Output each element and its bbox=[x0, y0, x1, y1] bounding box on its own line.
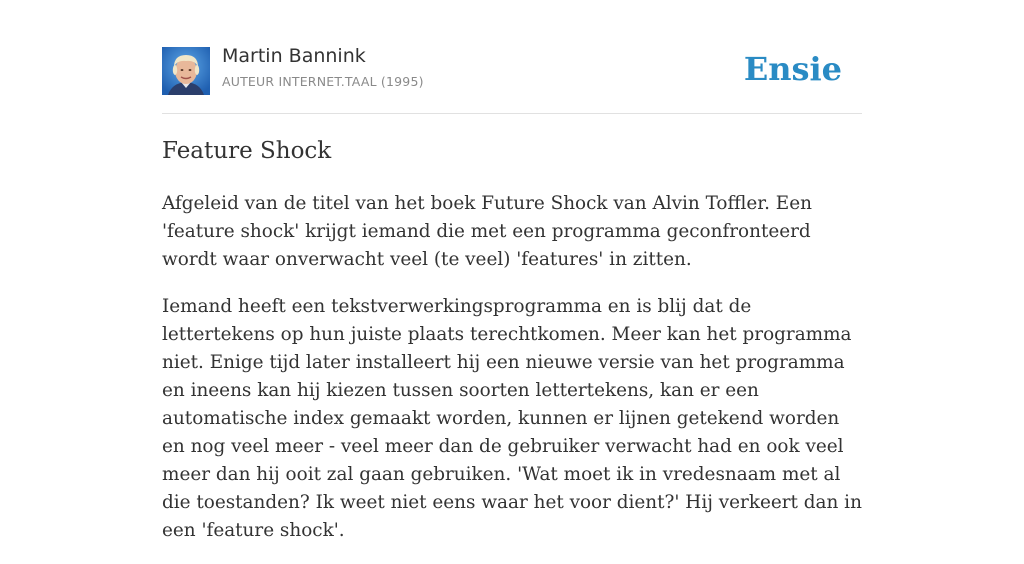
header bbox=[162, 0, 862, 114]
avatar[interactable] bbox=[162, 47, 210, 95]
article-paragraph: Iemand heeft een tekstverwerkingsprogramma en is blij dat de lettertekens op hun juiste plaats terechtkomen. Meer kan het programma niet. Enige tijd later installeert hij een nieuwe versie van het programma en ineens kan hij kiezen tussen soorten lettertekens, kan er een automatische index gemaakt worden, kunnen er lijnen getekend worden en nog veel meer - veel meer dan de gebruiker verwacht had en ook veel meer dan hij ooit zal gaan gebruiken. 'Wat moet ik in vredesnaam met al die toestanden? Ik weet niet eens waar het voor dient?' Hij verkeert dan in een 'feature shock'. bbox=[162, 296, 862, 541]
article-body bbox=[162, 190, 866, 564]
author-meta: AUTEUR INTERNET.TAAL (1995) bbox=[222, 74, 424, 89]
content-container bbox=[162, 0, 862, 541]
brand-logo[interactable]: Ensie bbox=[743, 50, 842, 88]
article-paragraph: Afgeleid van de titel van het boek Future Shock van Alvin Toffler. Een 'feature shock' krijgt iemand die met een programma geconfronteerd wordt waar onverwacht veel (te veel) 'features' in zitten. bbox=[162, 193, 812, 270]
author-name[interactable]: Martin Bannink bbox=[222, 45, 366, 67]
page-title: Feature Shock bbox=[162, 138, 332, 164]
author-portrait-icon bbox=[162, 47, 210, 95]
